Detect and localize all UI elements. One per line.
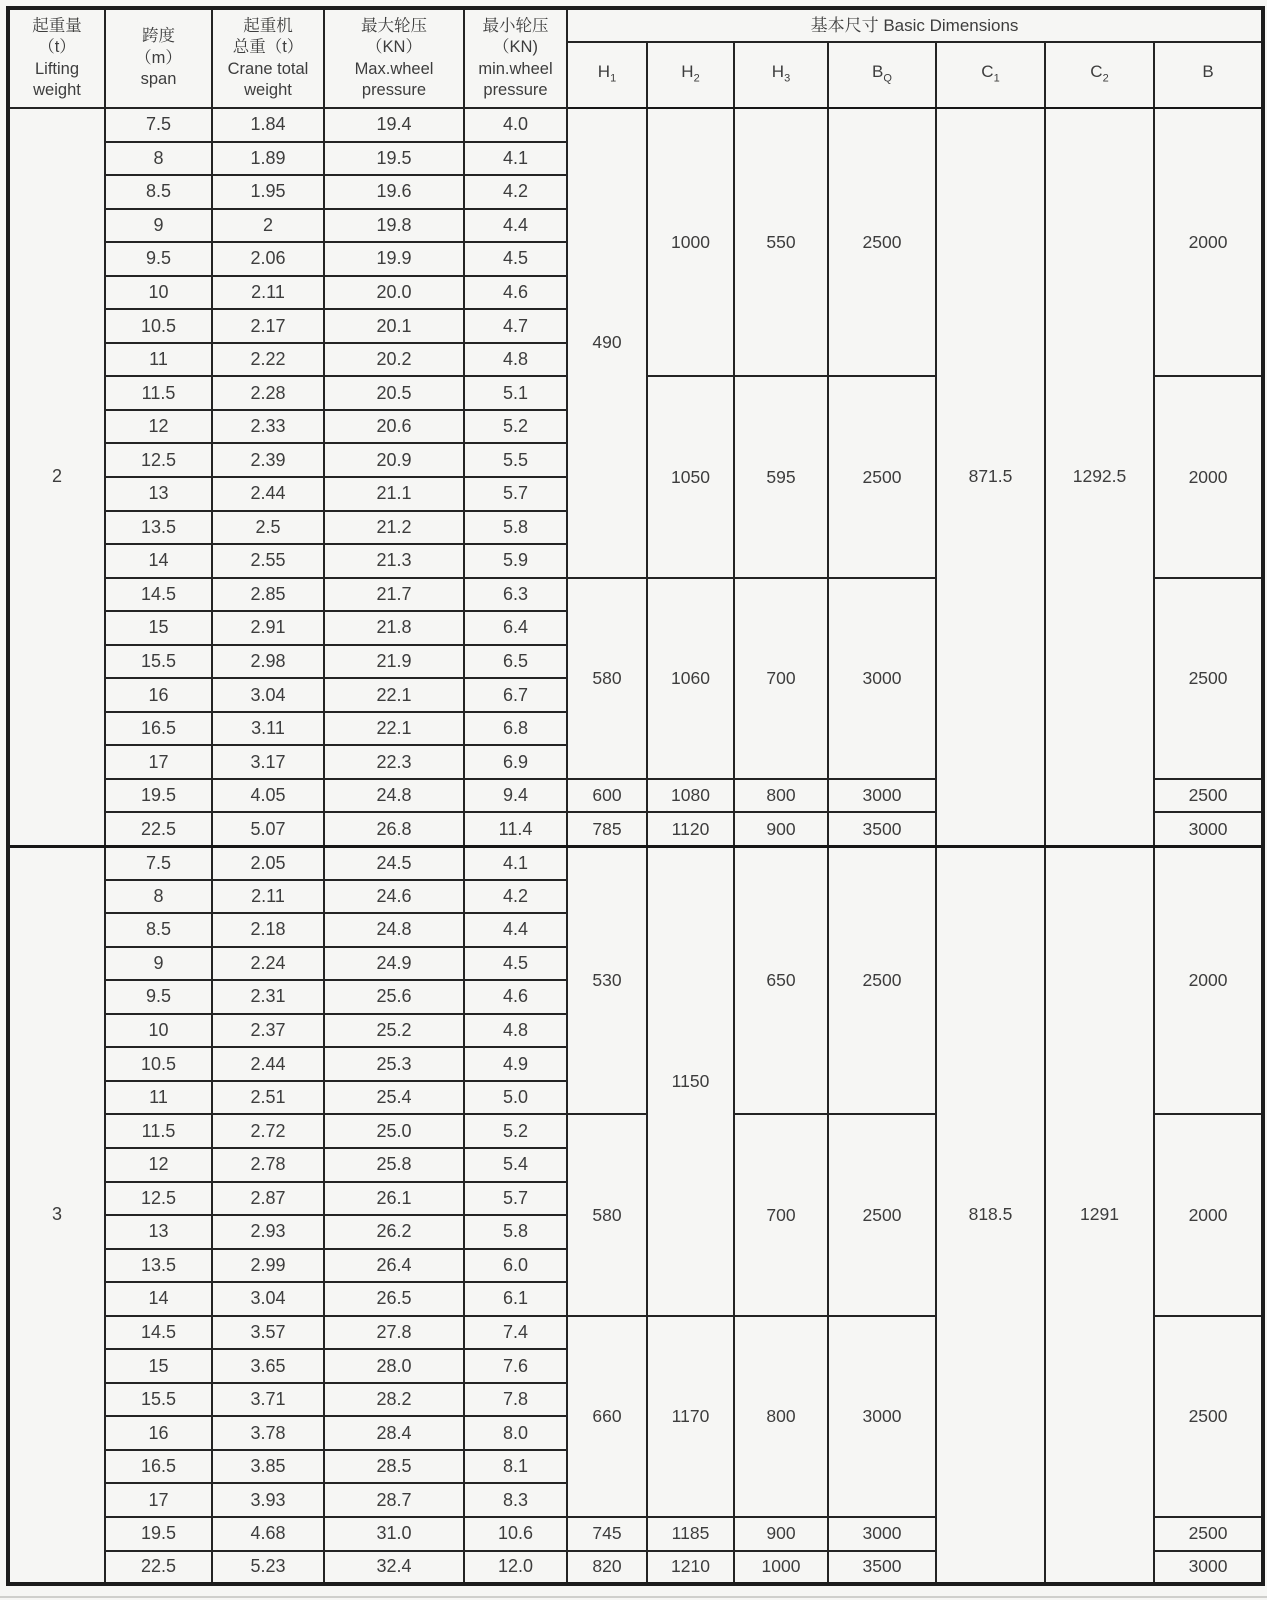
cell-min-wheel-pressure: 8.3 (464, 1483, 567, 1517)
cell-lifting-weight: 3 (8, 846, 105, 1584)
cell-dim-b: 2500 (1154, 1316, 1263, 1517)
cell-span: 16 (105, 1416, 212, 1450)
header-span-line: （m） (135, 48, 182, 67)
cell-span: 7.5 (105, 846, 212, 880)
cell-max-wheel-pressure: 20.2 (324, 343, 464, 377)
cell-dim-h3: 900 (734, 812, 828, 846)
dim-subscript: 1 (993, 72, 1000, 85)
cell-max-wheel-pressure: 25.6 (324, 980, 464, 1014)
cell-crane-total-weight: 2.05 (212, 846, 324, 880)
cell-dim-h1: 530 (567, 846, 647, 1114)
cell-span: 12 (105, 410, 212, 444)
cell-max-wheel-pressure: 20.0 (324, 276, 464, 310)
cell-min-wheel-pressure: 4.1 (464, 142, 567, 176)
cell-crane-total-weight: 3.71 (212, 1383, 324, 1417)
cell-min-wheel-pressure: 4.2 (464, 880, 567, 914)
cell-span: 9.5 (105, 980, 212, 1014)
cell-crane-total-weight: 2.5 (212, 511, 324, 545)
cell-min-wheel-pressure: 5.8 (464, 1215, 567, 1249)
cell-dim-h3: 650 (734, 846, 828, 1114)
crane-specs-table (6, 6, 1265, 1586)
cell-dim-bq: 3000 (828, 1316, 936, 1517)
cell-crane-total-weight: 2.33 (212, 410, 324, 444)
header-span (105, 8, 212, 108)
cell-min-wheel-pressure: 5.0 (464, 1081, 567, 1115)
cell-crane-total-weight: 2.06 (212, 242, 324, 276)
cell-min-wheel-pressure: 6.5 (464, 645, 567, 679)
header-crane-total-weight-line: weight (244, 81, 292, 99)
cell-span: 8.5 (105, 913, 212, 947)
cell-crane-total-weight: 1.89 (212, 142, 324, 176)
cell-span: 14.5 (105, 578, 212, 612)
dim-symbol: H (597, 61, 611, 81)
cell-dim-h3: 1000 (734, 1551, 828, 1585)
cell-min-wheel-pressure: 6.1 (464, 1282, 567, 1316)
header-crane-total-weight-line: Crane total (227, 59, 309, 78)
cell-max-wheel-pressure: 21.1 (324, 477, 464, 511)
cell-crane-total-weight: 2.85 (212, 578, 324, 612)
cell-min-wheel-pressure: 6.0 (464, 1249, 567, 1283)
cell-crane-total-weight: 2 (212, 209, 324, 243)
cell-max-wheel-pressure: 21.7 (324, 578, 464, 612)
cell-min-wheel-pressure: 4.2 (464, 175, 567, 209)
header-max-wheel-pressure (324, 8, 464, 108)
cell-span: 14.5 (105, 1316, 212, 1350)
cell-lifting-weight: 2 (8, 108, 105, 846)
header-lifting-weight (8, 8, 105, 108)
cell-dim-h1: 745 (567, 1517, 647, 1551)
cell-span: 11 (105, 1081, 212, 1115)
cell-crane-total-weight: 2.24 (212, 947, 324, 981)
cell-max-wheel-pressure: 25.2 (324, 1014, 464, 1048)
cell-dim-b: 2500 (1154, 779, 1263, 813)
cell-min-wheel-pressure: 4.4 (464, 209, 567, 243)
cell-min-wheel-pressure: 12.0 (464, 1551, 567, 1585)
header-dim-h3 (734, 42, 828, 108)
cell-span: 16.5 (105, 712, 212, 746)
cell-min-wheel-pressure: 5.1 (464, 376, 567, 410)
cell-max-wheel-pressure: 19.8 (324, 209, 464, 243)
cell-max-wheel-pressure: 25.3 (324, 1047, 464, 1081)
cell-dim-h3: 900 (734, 1517, 828, 1551)
cell-span: 13 (105, 477, 212, 511)
cell-min-wheel-pressure: 7.4 (464, 1316, 567, 1350)
cell-min-wheel-pressure: 5.7 (464, 1182, 567, 1216)
header-min-wheel-pressure-line: pressure (483, 81, 548, 99)
cell-crane-total-weight: 2.18 (212, 913, 324, 947)
cell-min-wheel-pressure: 4.0 (464, 108, 567, 142)
cell-dim-h2: 1210 (647, 1551, 734, 1585)
cell-min-wheel-pressure: 9.4 (464, 779, 567, 813)
header-min-wheel-pressure-line: 最小轮压 (482, 16, 549, 35)
dim-symbol: B (872, 61, 884, 81)
cell-max-wheel-pressure: 21.3 (324, 544, 464, 578)
cell-crane-total-weight: 3.85 (212, 1450, 324, 1484)
cell-dim-bq: 2500 (828, 1114, 936, 1315)
dim-subscript: 2 (693, 72, 700, 85)
header-dim-bQ (828, 42, 936, 108)
header-min-wheel-pressure (464, 8, 567, 108)
cell-dim-h3: 550 (734, 108, 828, 376)
cell-span: 12.5 (105, 1182, 212, 1216)
cell-dim-b: 2000 (1154, 1114, 1263, 1315)
cell-min-wheel-pressure: 6.3 (464, 578, 567, 612)
cell-crane-total-weight: 3.93 (212, 1483, 324, 1517)
cell-dim-h1: 580 (567, 578, 647, 779)
cell-crane-total-weight: 3.11 (212, 712, 324, 746)
cell-min-wheel-pressure: 4.9 (464, 1047, 567, 1081)
cell-dim-h1: 820 (567, 1551, 647, 1585)
cell-dim-bq: 3000 (828, 1517, 936, 1551)
cell-max-wheel-pressure: 31.0 (324, 1517, 464, 1551)
cell-crane-total-weight: 2.44 (212, 477, 324, 511)
cell-max-wheel-pressure: 25.4 (324, 1081, 464, 1115)
cell-crane-total-weight: 2.87 (212, 1182, 324, 1216)
cell-min-wheel-pressure: 4.8 (464, 1014, 567, 1048)
dim-symbol: C (981, 61, 994, 81)
dim-subscript: Q (883, 72, 892, 85)
cell-min-wheel-pressure: 7.6 (464, 1349, 567, 1383)
cell-crane-total-weight: 2.51 (212, 1081, 324, 1115)
cell-dim-h2: 1150 (647, 846, 734, 1316)
header-lifting-weight-line: weight (33, 81, 81, 99)
cell-max-wheel-pressure: 19.5 (324, 142, 464, 176)
cell-min-wheel-pressure: 5.9 (464, 544, 567, 578)
cell-max-wheel-pressure: 20.9 (324, 443, 464, 477)
cell-dim-h1: 580 (567, 1114, 647, 1315)
cell-dim-b: 3000 (1154, 812, 1263, 846)
cell-crane-total-weight: 2.11 (212, 276, 324, 310)
table-body (8, 108, 1263, 1584)
cell-max-wheel-pressure: 19.9 (324, 242, 464, 276)
cell-span: 10 (105, 1014, 212, 1048)
header-dim-b (1154, 42, 1263, 108)
cell-crane-total-weight: 2.44 (212, 1047, 324, 1081)
header-max-wheel-pressure-line: （KN） (366, 38, 422, 56)
cell-min-wheel-pressure: 4.5 (464, 947, 567, 981)
cell-max-wheel-pressure: 28.5 (324, 1450, 464, 1484)
dim-subscript: 1 (610, 72, 617, 85)
cell-dim-bq: 2500 (828, 108, 936, 376)
cell-max-wheel-pressure: 25.0 (324, 1114, 464, 1148)
cell-span: 13 (105, 1215, 212, 1249)
cell-min-wheel-pressure: 8.1 (464, 1450, 567, 1484)
dim-subscript: 2 (1102, 72, 1109, 85)
cell-min-wheel-pressure: 4.4 (464, 913, 567, 947)
header-dim-c1 (936, 42, 1045, 108)
cell-max-wheel-pressure: 26.1 (324, 1182, 464, 1216)
page-bottom-edge (0, 1596, 1267, 1598)
cell-dim-h3: 800 (734, 779, 828, 813)
cell-min-wheel-pressure: 6.4 (464, 611, 567, 645)
cell-dim-h2: 1050 (647, 376, 734, 577)
header-crane-total-weight-line: 起重机 (243, 16, 293, 35)
cell-max-wheel-pressure: 26.4 (324, 1249, 464, 1283)
cell-dim-b: 2500 (1154, 578, 1263, 779)
cell-min-wheel-pressure: 6.7 (464, 678, 567, 712)
header-dim-h1 (567, 42, 647, 108)
cell-crane-total-weight: 3.17 (212, 745, 324, 779)
header-span-line: span (140, 70, 177, 89)
cell-span: 14 (105, 1282, 212, 1316)
cell-max-wheel-pressure: 27.8 (324, 1316, 464, 1350)
cell-span: 11.5 (105, 376, 212, 410)
cell-dim-h1: 600 (567, 779, 647, 813)
dim-symbol: H (771, 61, 785, 81)
cell-dim-b: 3000 (1154, 1551, 1263, 1585)
cell-max-wheel-pressure: 28.7 (324, 1483, 464, 1517)
cell-dim-c2: 1291 (1045, 846, 1154, 1584)
cell-crane-total-weight: 1.84 (212, 108, 324, 142)
header-crane-total-weight (212, 8, 324, 108)
cell-dim-bq: 3000 (828, 578, 936, 779)
cell-crane-total-weight: 2.99 (212, 1249, 324, 1283)
cell-min-wheel-pressure: 4.6 (464, 980, 567, 1014)
cell-dim-bq: 3500 (828, 812, 936, 846)
cell-min-wheel-pressure: 4.7 (464, 309, 567, 343)
cell-dim-h1: 490 (567, 108, 647, 578)
cell-span: 13.5 (105, 1249, 212, 1283)
dim-subscript: 3 (784, 72, 791, 85)
cell-max-wheel-pressure: 24.5 (324, 846, 464, 880)
cell-span: 19.5 (105, 1517, 212, 1551)
cell-dim-c1: 818.5 (936, 846, 1045, 1584)
cell-max-wheel-pressure: 28.4 (324, 1416, 464, 1450)
cell-dim-h3: 700 (734, 578, 828, 779)
cell-min-wheel-pressure: 5.7 (464, 477, 567, 511)
cell-min-wheel-pressure: 10.6 (464, 1517, 567, 1551)
cell-span: 14 (105, 544, 212, 578)
cell-dim-b: 2000 (1154, 846, 1263, 1114)
cell-span: 15 (105, 611, 212, 645)
cell-crane-total-weight: 2.37 (212, 1014, 324, 1048)
cell-max-wheel-pressure: 28.2 (324, 1383, 464, 1417)
header-min-wheel-pressure-line: （KN) (493, 38, 538, 56)
cell-span: 9 (105, 947, 212, 981)
cell-max-wheel-pressure: 24.8 (324, 779, 464, 813)
cell-max-wheel-pressure: 22.1 (324, 712, 464, 746)
cell-crane-total-weight: 2.91 (212, 611, 324, 645)
cell-max-wheel-pressure: 32.4 (324, 1551, 464, 1585)
header-min-wheel-pressure-line: min.wheel (478, 59, 553, 78)
cell-crane-total-weight: 3.65 (212, 1349, 324, 1383)
cell-crane-total-weight: 2.93 (212, 1215, 324, 1249)
cell-min-wheel-pressure: 4.5 (464, 242, 567, 276)
cell-dim-h1: 785 (567, 812, 647, 846)
cell-max-wheel-pressure: 19.6 (324, 175, 464, 209)
cell-crane-total-weight: 4.68 (212, 1517, 324, 1551)
cell-dim-h2: 1120 (647, 812, 734, 846)
header-max-wheel-pressure-line: pressure (361, 81, 427, 99)
cell-span: 16 (105, 678, 212, 712)
cell-span: 7.5 (105, 108, 212, 142)
cell-max-wheel-pressure: 21.2 (324, 511, 464, 545)
cell-dim-h2: 1185 (647, 1517, 734, 1551)
cell-dim-b: 2500 (1154, 1517, 1263, 1551)
cell-min-wheel-pressure: 4.8 (464, 343, 567, 377)
cell-max-wheel-pressure: 26.8 (324, 812, 464, 846)
cell-dim-h2: 1000 (647, 108, 734, 376)
cell-crane-total-weight: 4.05 (212, 779, 324, 813)
cell-span: 15.5 (105, 1383, 212, 1417)
cell-dim-h3: 700 (734, 1114, 828, 1315)
cell-dim-c2: 1292.5 (1045, 108, 1154, 846)
dim-symbol: B (1202, 61, 1214, 81)
header-basic-dimensions: 基本尺寸 Basic Dimensions (567, 8, 1263, 42)
cell-crane-total-weight: 2.98 (212, 645, 324, 679)
cell-max-wheel-pressure: 24.6 (324, 880, 464, 914)
cell-span: 16.5 (105, 1450, 212, 1484)
cell-span: 10.5 (105, 309, 212, 343)
cell-max-wheel-pressure: 22.3 (324, 745, 464, 779)
cell-crane-total-weight: 2.17 (212, 309, 324, 343)
cell-span: 10.5 (105, 1047, 212, 1081)
cell-crane-total-weight: 3.57 (212, 1316, 324, 1350)
cell-dim-b: 2000 (1154, 108, 1263, 376)
cell-span: 8.5 (105, 175, 212, 209)
cell-span: 11 (105, 343, 212, 377)
cell-span: 9 (105, 209, 212, 243)
cell-max-wheel-pressure: 25.8 (324, 1148, 464, 1182)
cell-span: 12.5 (105, 443, 212, 477)
cell-crane-total-weight: 2.39 (212, 443, 324, 477)
cell-max-wheel-pressure: 24.9 (324, 947, 464, 981)
cell-span: 17 (105, 1483, 212, 1517)
cell-dim-bq: 3500 (828, 1551, 936, 1585)
cell-crane-total-weight: 2.55 (212, 544, 324, 578)
cell-dim-h2: 1080 (647, 779, 734, 813)
cell-min-wheel-pressure: 5.2 (464, 410, 567, 444)
cell-span: 8 (105, 880, 212, 914)
cell-max-wheel-pressure: 22.1 (324, 678, 464, 712)
cell-crane-total-weight: 2.11 (212, 880, 324, 914)
cell-crane-total-weight: 5.07 (212, 812, 324, 846)
cell-min-wheel-pressure: 6.8 (464, 712, 567, 746)
cell-max-wheel-pressure: 19.4 (324, 108, 464, 142)
header-dim-c2 (1045, 42, 1154, 108)
header-lifting-weight-line: 起重量 (32, 16, 82, 35)
cell-span: 19.5 (105, 779, 212, 813)
cell-crane-total-weight: 2.22 (212, 343, 324, 377)
table-row (8, 108, 1263, 142)
cell-min-wheel-pressure: 5.4 (464, 1148, 567, 1182)
cell-max-wheel-pressure: 26.5 (324, 1282, 464, 1316)
cell-min-wheel-pressure: 8.0 (464, 1416, 567, 1450)
cell-dim-c1: 871.5 (936, 108, 1045, 846)
cell-crane-total-weight: 3.04 (212, 1282, 324, 1316)
cell-crane-total-weight: 3.04 (212, 678, 324, 712)
cell-max-wheel-pressure: 21.9 (324, 645, 464, 679)
cell-max-wheel-pressure: 20.1 (324, 309, 464, 343)
cell-min-wheel-pressure: 5.5 (464, 443, 567, 477)
cell-crane-total-weight: 5.23 (212, 1551, 324, 1585)
header-crane-total-weight-line: 总重（t） (232, 38, 304, 56)
cell-span: 15 (105, 1349, 212, 1383)
header-span-line: 跨度 (142, 27, 175, 46)
cell-span: 11.5 (105, 1114, 212, 1148)
cell-crane-total-weight: 3.78 (212, 1416, 324, 1450)
cell-min-wheel-pressure: 11.4 (464, 812, 567, 846)
cell-min-wheel-pressure: 4.6 (464, 276, 567, 310)
cell-span: 9.5 (105, 242, 212, 276)
cell-crane-total-weight: 2.78 (212, 1148, 324, 1182)
cell-dim-bq: 3000 (828, 779, 936, 813)
header-lifting-weight-line: Lifting (34, 59, 80, 78)
cell-span: 13.5 (105, 511, 212, 545)
cell-span: 22.5 (105, 812, 212, 846)
cell-dim-h2: 1060 (647, 578, 734, 779)
cell-max-wheel-pressure: 21.8 (324, 611, 464, 645)
cell-max-wheel-pressure: 20.6 (324, 410, 464, 444)
cell-dim-h3: 800 (734, 1316, 828, 1517)
cell-dim-b: 2000 (1154, 376, 1263, 577)
cell-span: 17 (105, 745, 212, 779)
header-max-wheel-pressure-line: 最大轮压 (361, 16, 427, 35)
cell-min-wheel-pressure: 7.8 (464, 1383, 567, 1417)
table-header (8, 8, 1263, 108)
cell-span: 12 (105, 1148, 212, 1182)
cell-min-wheel-pressure: 4.1 (464, 846, 567, 880)
cell-max-wheel-pressure: 24.8 (324, 913, 464, 947)
cell-span: 8 (105, 142, 212, 176)
cell-max-wheel-pressure: 28.0 (324, 1349, 464, 1383)
cell-span: 15.5 (105, 645, 212, 679)
cell-crane-total-weight: 2.31 (212, 980, 324, 1014)
cell-dim-h3: 595 (734, 376, 828, 577)
header-max-wheel-pressure-line: Max.wheel (354, 59, 434, 78)
cell-dim-h1: 660 (567, 1316, 647, 1517)
cell-max-wheel-pressure: 26.2 (324, 1215, 464, 1249)
cell-crane-total-weight: 2.72 (212, 1114, 324, 1148)
dim-symbol: C (1090, 61, 1103, 81)
header-lifting-weight-line: （t） (38, 38, 76, 56)
header-dim-h2 (647, 42, 734, 108)
cell-dim-h2: 1170 (647, 1316, 734, 1517)
dim-symbol: H (681, 61, 694, 81)
table-row (8, 846, 1263, 880)
cell-span: 10 (105, 276, 212, 310)
cell-min-wheel-pressure: 5.8 (464, 511, 567, 545)
cell-min-wheel-pressure: 5.2 (464, 1114, 567, 1148)
cell-dim-bq: 2500 (828, 376, 936, 577)
cell-min-wheel-pressure: 6.9 (464, 745, 567, 779)
cell-span: 22.5 (105, 1551, 212, 1585)
cell-crane-total-weight: 1.95 (212, 175, 324, 209)
cell-max-wheel-pressure: 20.5 (324, 376, 464, 410)
cell-crane-total-weight: 2.28 (212, 376, 324, 410)
cell-dim-bq: 2500 (828, 846, 936, 1114)
